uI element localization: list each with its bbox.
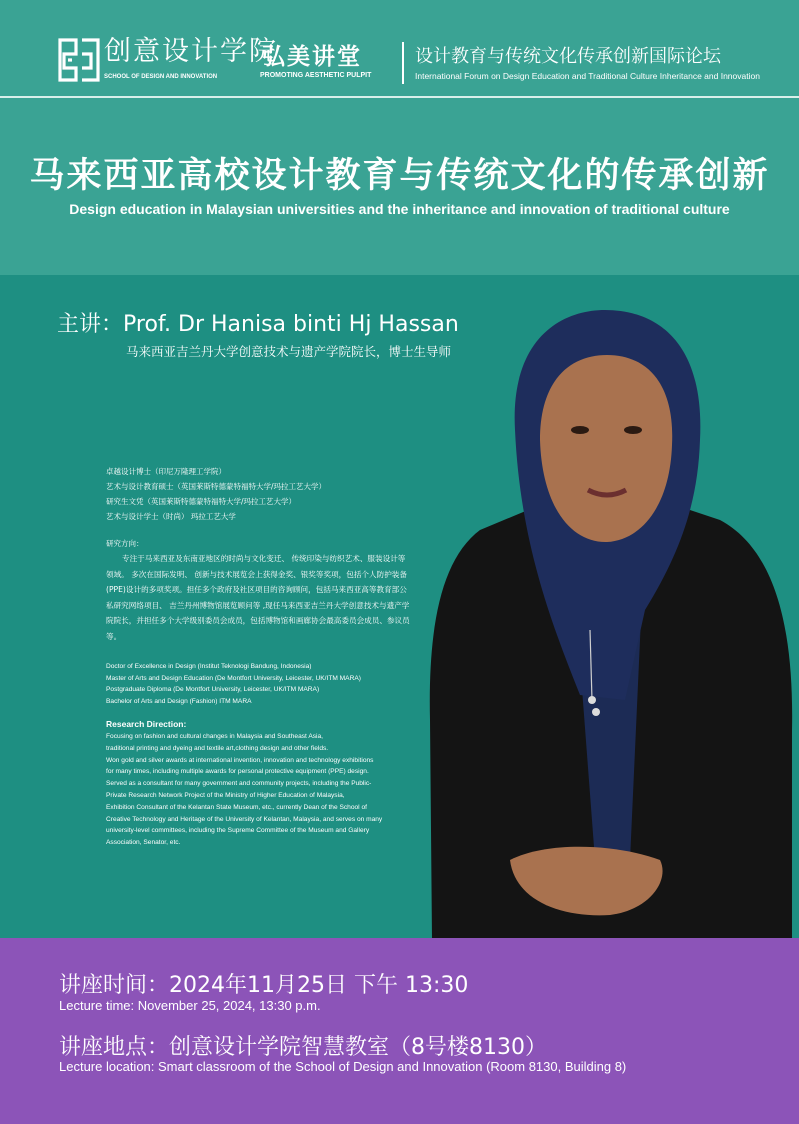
pulpit-title: 弘美讲堂 xyxy=(262,43,362,70)
degree-en-1: Doctor of Excellence in Design (Institut Teknologi Bandung, Indonesia) xyxy=(106,663,312,670)
school-name: 创意设计学院 xyxy=(104,36,278,67)
speaker-position: 马来西亚吉兰丹大学创意技术与遗产学院院长，博士生导师 xyxy=(126,344,452,359)
header-rule xyxy=(0,96,799,98)
degree-cn-1: 卓越设计博士（印尼万隆理工学院） xyxy=(106,467,226,476)
lecture-title-en: Design education in Malaysian universities and the inheritance and innovation of traditional culture xyxy=(69,201,730,217)
speaker-name: 主讲：Prof. Dr Hanisa binti Hj Hassan xyxy=(57,312,459,337)
research-line-en: traditional printing and dyeing and textile art,clothing design and other fields. xyxy=(106,744,329,752)
research-line-en: Won gold and silver awards at international invention, innovation and technology exhibitions xyxy=(106,756,374,764)
research-text-cn: 专注于马来西亚及东南亚地区的时尚与文化变迁、 传统印染与纺织艺术、服装设计等领域。 多次在国际发明、 创新与技术展览会上获得金奖、银奖等奖项，包括个人防护装备(PPE)设计的多项奖项。担任多个政府及社区项目的咨询顾问，包括马来西亚高等教育部公私研究网络项目、 吉兰丹州博物馆展览顾问等 ,现任马来西亚吉兰丹大学创意技术与遗产学院院长，并担任多个大学级别委员会成员，包括博物馆和画廊协会最高委员会成员、参议员等。 xyxy=(106,554,410,641)
lecture-location-en: Lecture location: Smart classroom of the School of Design and Innovation (Room 8130, Building 8) xyxy=(59,1059,627,1074)
research-line-en: Association, Senator, etc. xyxy=(106,839,181,847)
research-line-en: university-level committees, including the Supreme Committee of the Museum and Gallery xyxy=(106,827,370,835)
bio-cn xyxy=(106,464,411,644)
degree-cn-2: 艺术与设计教育硕士（英国莱斯特德蒙特福特大学/玛拉工艺大学） xyxy=(106,482,327,491)
degree-en-4: Bachelor of Arts and Design (Fashion) ITM MARA xyxy=(106,697,252,705)
research-line-en: Private Research Network Project of the Ministry of Higher Education of Malaysia, xyxy=(106,791,345,799)
research-head-en: Research Direction: xyxy=(106,719,187,729)
degree-cn-3: 研究生文凭（英国莱斯特德蒙特福特大学/玛拉工艺大学） xyxy=(106,497,297,506)
research-line-en: Focusing on fashion and cultural changes in Malaysia and Southeast Asia, xyxy=(106,733,323,740)
research-line-en: Served as a consultant for many government and community projects, including the Public- xyxy=(106,780,372,788)
research-line-en: for many times, including multiple awards for personal protective equipment (PPE) design. xyxy=(106,768,369,776)
lecture-time-cn: 讲座时间：2024年11月25日 下午 13:30 xyxy=(59,973,469,998)
lecture-title-cn: 马来西亚高校设计教育与传统文化的传承创新 xyxy=(29,156,770,196)
research-head-cn: 研究方向： xyxy=(106,539,144,548)
bio-en xyxy=(106,661,411,849)
degree-en-3: Postgraduate Diploma (De Montfort University, Leicester, UK/ITM MARA) xyxy=(106,686,320,693)
research-line-en: Exhibition Consultant of the Kelantan State Museum, etc., currently Dean of the School of xyxy=(106,803,367,811)
school-subtitle: SCHOOL OF DESIGN AND INNOVATION xyxy=(104,74,218,80)
header-divider xyxy=(402,42,404,84)
header-band xyxy=(0,0,799,275)
lecture-location-cn: 讲座地点：创意设计学院智慧教室（8号楼8130） xyxy=(59,1035,547,1060)
speaker-portrait xyxy=(420,300,799,940)
research-line-en: Creative Technology and Heritage of the University of Kelantan, Malaysia, and serves on many xyxy=(106,815,383,823)
degree-cn-4: 艺术与设计学士（时尚） 玛拉工艺大学 xyxy=(106,512,236,521)
lecture-time-en: Lecture time: November 25, 2024, 13:30 p.m. xyxy=(59,998,321,1013)
degree-en-2: Master of Arts and Design Education (De Montfort University, Leicester, UK/ITM MARA) xyxy=(106,674,361,682)
forum-title-en: International Forum on Design Education and Traditional Culture Inheritance and Innovation xyxy=(415,71,760,81)
school-logo-icon xyxy=(58,38,100,82)
forum-title-cn: 设计教育与传统文化传承创新国际论坛 xyxy=(415,46,721,67)
pulpit-subtitle: PROMOTING AESTHETIC PULPIT xyxy=(260,72,372,79)
